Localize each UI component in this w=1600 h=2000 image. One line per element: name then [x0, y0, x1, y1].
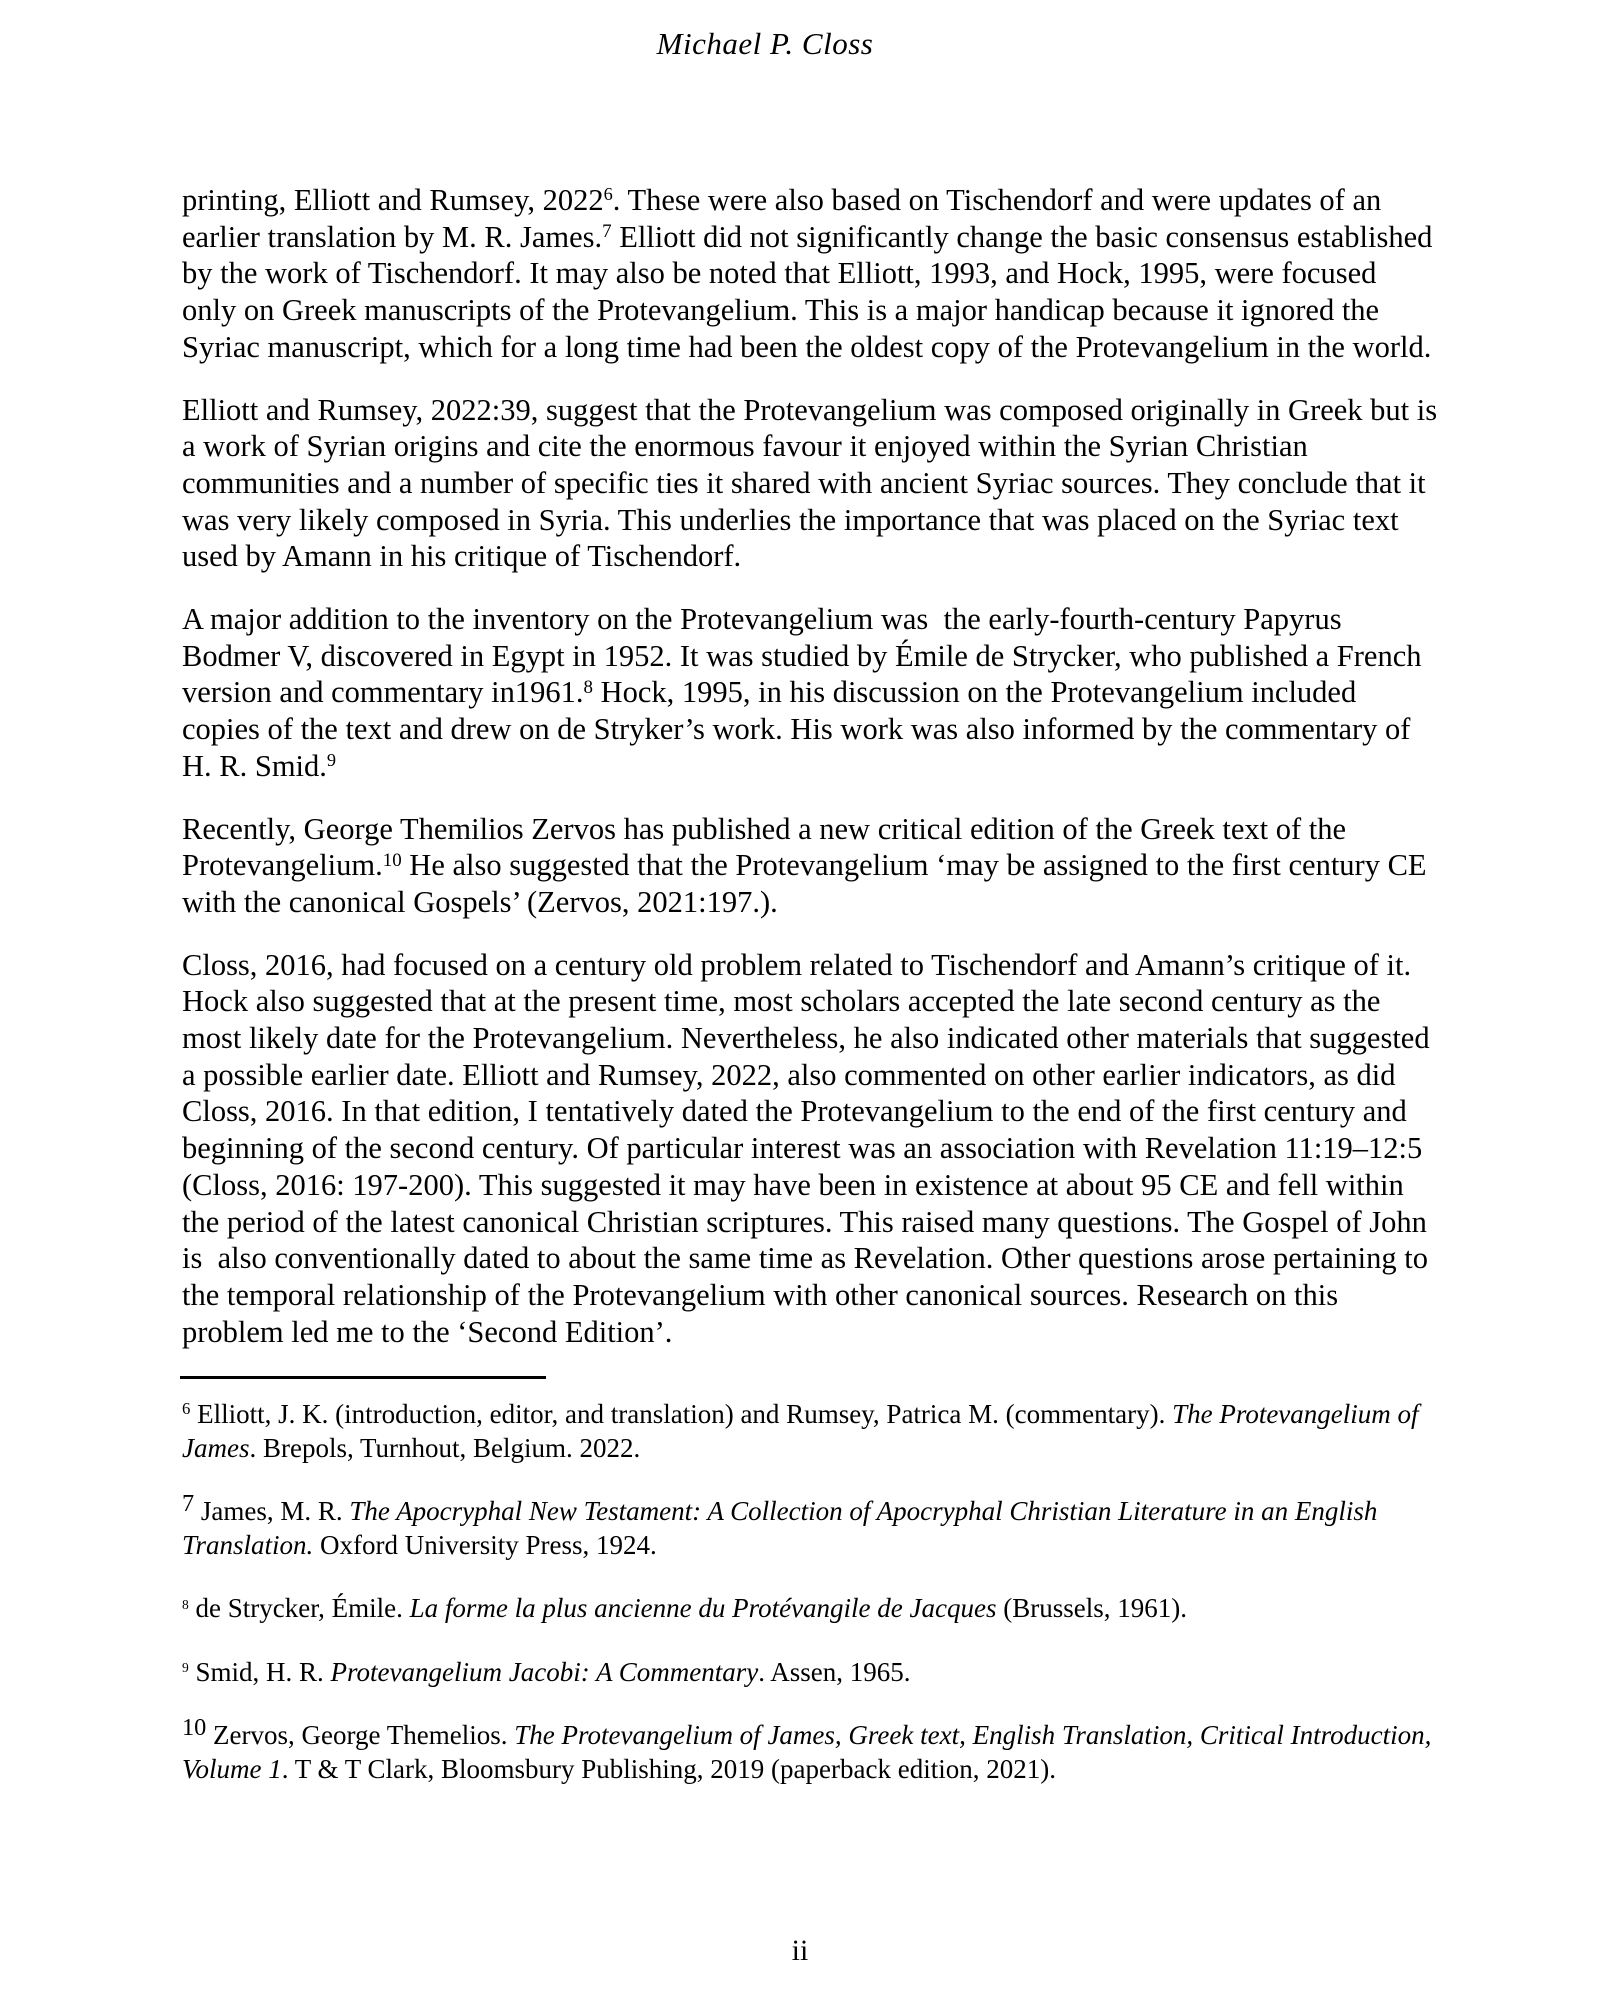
footnote-9 [182, 1656, 1438, 1690]
footnote-ref-6: 6 [603, 183, 613, 204]
paragraph-text: printing, Elliott and Rumsey, 2022 [182, 183, 604, 217]
paragraph-text: Elliott did not significantly change the basic consensus established by the work of Tischendorf. It may also be noted that Elliott, 1993, and Hock, 1995, were focused only on Greek manuscripts of the Protevangelium. This is a major handicap because it ignored the Syriac manuscript, which for a long time had been the oldest copy of the Protevangelium in the world. [182, 219, 1440, 364]
paragraph-text: Recently, George Themilios Zervos has published a new critical edition of the Greek text of the Protevangelium. [182, 811, 1354, 883]
paragraph-1 [182, 182, 1438, 366]
footnote-text: James, M. R. [194, 1496, 350, 1527]
footnote-text: Zervos, George Themelios. [206, 1720, 515, 1751]
paragraph-5 [182, 947, 1438, 1351]
footnote-text: Oxford University Press, 1924. [313, 1529, 657, 1560]
footnote-text: (Brussels, 1961). [996, 1593, 1187, 1624]
footnote-marker-10: 10 [182, 1713, 207, 1741]
footnote-6 [182, 1398, 1438, 1465]
footnote-text: . T & T Clark, Bloomsbury Publishing, 2019 (paperback edition, 2021). [281, 1753, 1056, 1784]
document-body [182, 182, 1445, 1816]
footnote-title-italic: The Protevangelium of James, Greek text, English Translation, Critical Introduction, Volume 1 [182, 1720, 1439, 1784]
footnote-8 [182, 1592, 1438, 1626]
paragraph-text: Closs, 2016, had focused on a century old problem related to Tischendorf and Amann’s critique of it. Hock also suggested that at the present time, most scholars accepted the late second century as the most likely date for the Protevangelium. Nevertheless, he also indicated other materials that suggested a possible earlier date. Elliott and Rumsey, 2022, also commented on other earlier indicators, as did Closs, 2016. In that edition, I tentatively dated the Protevangelium to the end of the first century and beginning of the second century. Of particular interest was an association with Revelation 11:19–12:5 (Closs, 2016: 197-200). This suggested it may have been in existence at about 95 CE and fell within the period of the latest canonical Christian scriptures. This raised many questions. The Gospel of John is also conventionally dated to about the same time as Revelation. Other questions arose pertaining to the temporal relationship of the Protevangelium with other canonical sources. Research on this problem led me to the ‘Second Edition’. [182, 947, 1438, 1349]
footnote-marker-7: 7 [182, 1489, 195, 1517]
paragraph-text: Hock, 1995, in his discussion on the Protevangelium included copies of the text and drew on de Stryker’s work. His work was also informed by the commentary of H. R. Smid. [182, 675, 1426, 783]
paragraph-2 [182, 392, 1445, 576]
paragraph-3 [182, 601, 1438, 785]
footnote-10 [182, 1713, 1439, 1786]
paragraph-text: A major addition to the inventory on the Protevangelium was the early-fourth-century Papyrus Bodmer V, discovered in Egypt in 1952. It was studied by Émile de Strycker, who published a French version and commentary in1961. [182, 602, 1430, 710]
footnote-title-italic: The Apocryphal New Testament: A Collection of Apocryphal Christian Literature in an English Translation. [182, 1496, 1385, 1560]
footnote-title-italic: La forme la plus ancienne du Protévangile de Jacques [409, 1593, 997, 1624]
footnote-7 [182, 1489, 1438, 1562]
footnote-ref-9: 9 [326, 749, 337, 770]
footnote-title-italic: Protevangelium Jacobi: A Commentary [330, 1656, 759, 1687]
page-header-author: Michael P. Closs [656, 26, 874, 61]
footnote-text: Smid, H. R. [188, 1656, 331, 1687]
footnote-list [182, 1398, 1438, 1786]
paragraph-text: Elliott and Rumsey, 2022:39, suggest that the Protevangelium was composed originally in Greek but is a work of Syrian origins and cite the enormous favour it enjoyed within the Syrian Christian communities and a number of specific ties it shared with ancient Syriac sources. They conclude that it was very likely composed in Syria. This underlies the importance that was placed on the Syriac text used by Amann in his critique of Tischendorf. [182, 392, 1445, 574]
footnote-ref-7: 7 [602, 221, 612, 243]
footnote-ref-8: 8 [583, 676, 593, 698]
paragraph-4 [182, 811, 1438, 921]
footnote-marker-6: 6 [182, 1399, 191, 1419]
footnote-marker-8: 8 [182, 1596, 189, 1612]
page-number: ii [791, 1934, 809, 1967]
footnote-separator [180, 1376, 546, 1379]
footnote-text: de Strycker, Émile. [188, 1593, 410, 1624]
footnote-text: Elliott, J. K. (introduction, editor, and translation) and Rumsey, Patrica M. (commentary). [190, 1399, 1173, 1430]
footnote-ref-10: 10 [382, 849, 402, 871]
footnote-text: . Brepols, Turnhout, Belgium. 2022. [249, 1432, 641, 1463]
footnote-marker-9: 9 [182, 1660, 189, 1676]
footnote-text: . Assen, 1965. [758, 1656, 911, 1687]
paragraph-text: . These were also based on Tischendorf and were updates of an earlier translation by M. R. James. [182, 183, 1389, 254]
footnote-title-italic: The Protevangelium of James [182, 1399, 1426, 1463]
paragraph-text: He also suggested that the Protevangelium ‘may be assigned to the first century CE with the canonical Gospels’ (Zervos, 2021:197.). [182, 848, 1435, 919]
